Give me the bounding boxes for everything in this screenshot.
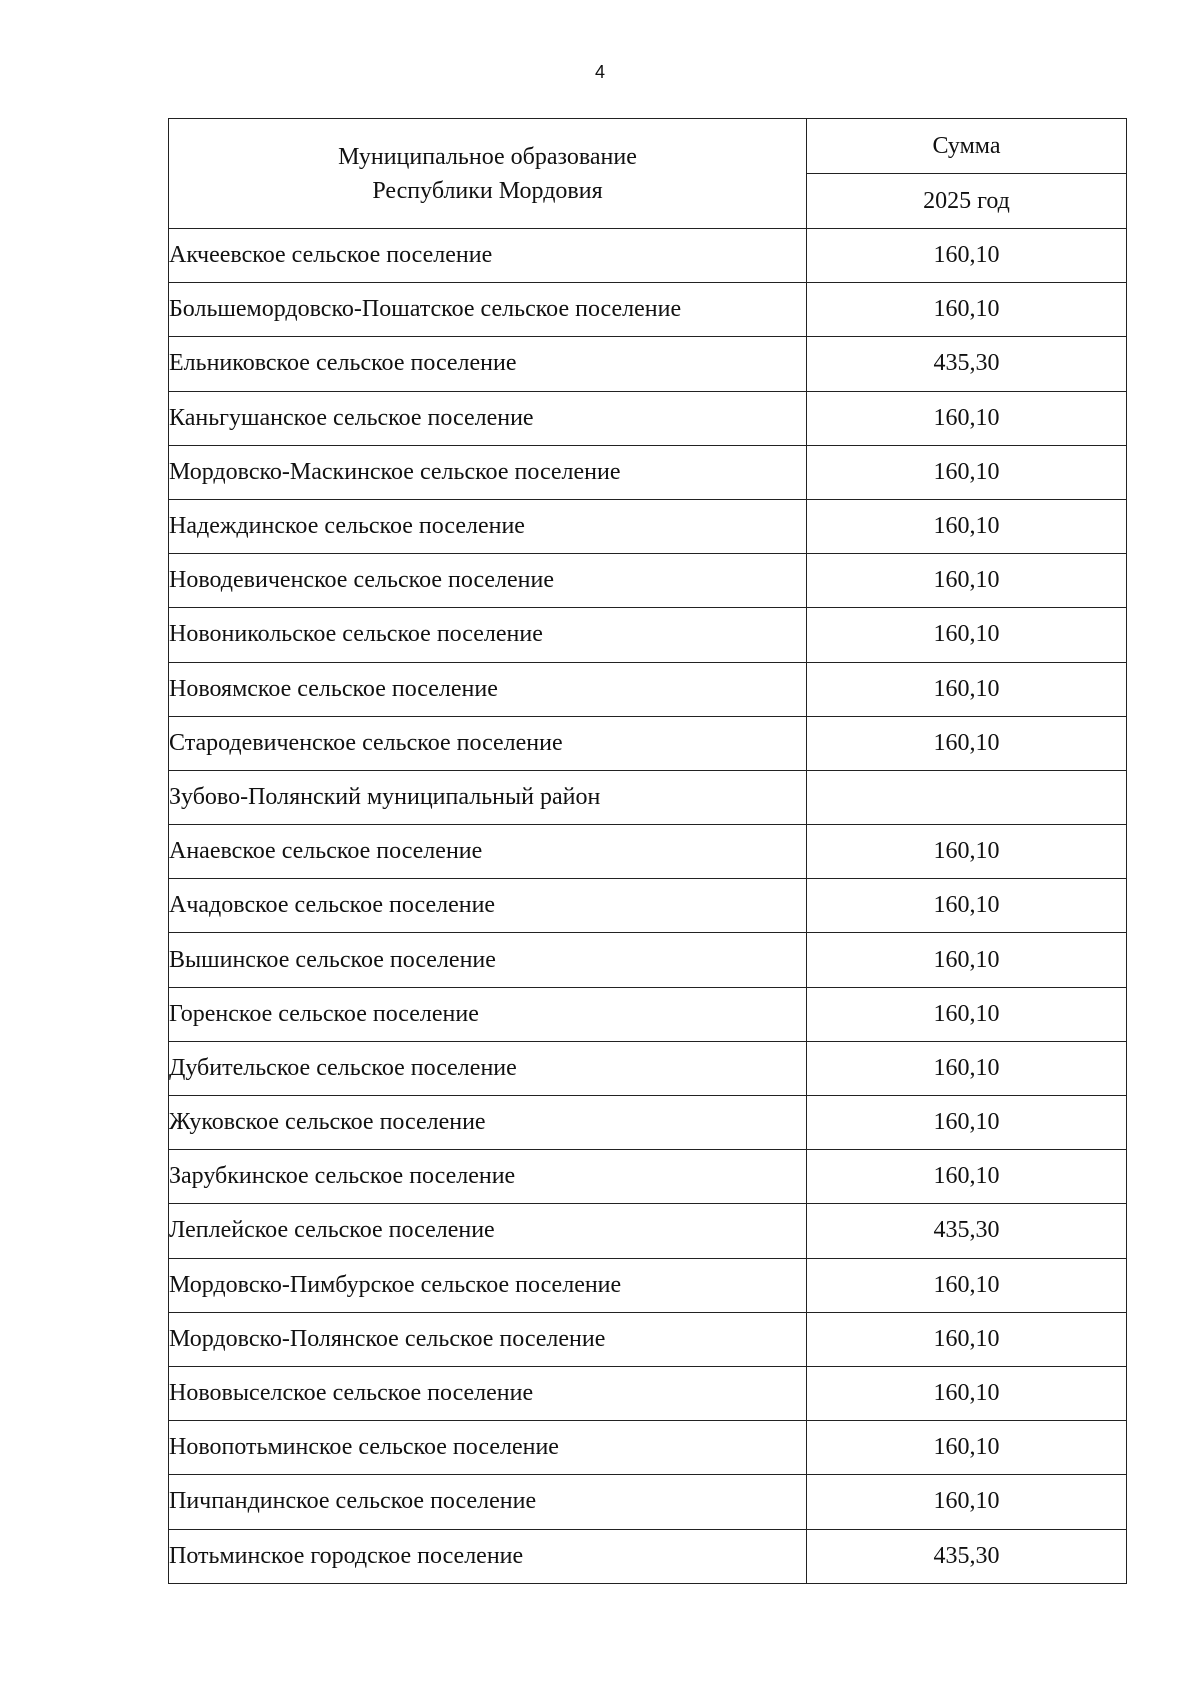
table-row	[169, 879, 1127, 933]
sum-value: 160,10	[807, 283, 1127, 337]
sum-value: 160,10	[807, 879, 1127, 933]
municipality-name: Большемордовско-Пошатское сельское поселение	[169, 283, 807, 337]
header-row	[169, 119, 1127, 174]
table-row	[169, 554, 1127, 608]
sum-value: 160,10	[807, 1150, 1127, 1204]
table-row	[169, 1041, 1127, 1095]
page-number: 4	[594, 62, 605, 82]
sum-value: 160,10	[807, 1041, 1127, 1095]
table-row	[169, 1421, 1127, 1475]
municipality-name: Новоникольское сельское поселение	[169, 608, 807, 662]
table-row	[169, 445, 1127, 499]
table-row	[169, 337, 1127, 391]
municipality-name: Каньгушанское сельское поселение	[169, 391, 807, 445]
sum-value: 160,10	[807, 608, 1127, 662]
municipality-name: Горенское сельское поселение	[169, 987, 807, 1041]
header-sum: Сумма	[807, 119, 1127, 174]
municipality-name: Акчеевское сельское поселение	[169, 229, 807, 283]
sum-value: 160,10	[807, 933, 1127, 987]
sum-value: 160,10	[807, 1366, 1127, 1420]
municipality-name: Потьминское городское поселение	[169, 1529, 807, 1583]
table-row	[169, 229, 1127, 283]
sum-value	[807, 770, 1127, 824]
table-row	[169, 1366, 1127, 1420]
municipality-name: Мордовско-Полянское сельское поселение	[169, 1312, 807, 1366]
municipality-name: Новодевиченское сельское поселение	[169, 554, 807, 608]
table-row	[169, 770, 1127, 824]
table-row	[169, 391, 1127, 445]
allocation-table	[168, 118, 1127, 1584]
table-row	[169, 1529, 1127, 1583]
sum-value: 160,10	[807, 1096, 1127, 1150]
sum-value: 160,10	[807, 1312, 1127, 1366]
table-row	[169, 987, 1127, 1041]
sum-value: 435,30	[807, 1204, 1127, 1258]
municipality-name: Новоямское сельское поселение	[169, 662, 807, 716]
municipality-name: Пичпандинское сельское поселение	[169, 1475, 807, 1529]
sum-value: 160,10	[807, 445, 1127, 499]
sum-value: 435,30	[807, 337, 1127, 391]
municipality-name: Мордовско-Маскинское сельское поселение	[169, 445, 807, 499]
header-year: 2025 год	[807, 174, 1127, 229]
table-row	[169, 283, 1127, 337]
table-row	[169, 662, 1127, 716]
table-body	[169, 119, 1127, 1584]
table-row	[169, 1312, 1127, 1366]
sum-value: 160,10	[807, 391, 1127, 445]
sum-value: 435,30	[807, 1529, 1127, 1583]
municipality-name: Мордовско-Пимбурское сельское поселение	[169, 1258, 807, 1312]
municipality-name: Жуковское сельское поселение	[169, 1096, 807, 1150]
table-row	[169, 1258, 1127, 1312]
sum-value: 160,10	[807, 716, 1127, 770]
municipality-name: Дубительское сельское поселение	[169, 1041, 807, 1095]
table-row	[169, 716, 1127, 770]
sum-value: 160,10	[807, 987, 1127, 1041]
header-municipality	[169, 119, 807, 229]
sum-value: 160,10	[807, 499, 1127, 553]
municipality-name: Зарубкинское сельское поселение	[169, 1150, 807, 1204]
table-row	[169, 933, 1127, 987]
municipality-name: Нововыселское сельское поселение	[169, 1366, 807, 1420]
municipality-name: Леплейское сельское поселение	[169, 1204, 807, 1258]
sum-value: 160,10	[807, 662, 1127, 716]
sum-value: 160,10	[807, 1475, 1127, 1529]
municipality-name: Зубово-Полянский муниципальный район	[169, 770, 807, 824]
sum-value: 160,10	[807, 825, 1127, 879]
sum-value: 160,10	[807, 554, 1127, 608]
table-row	[169, 608, 1127, 662]
header-municipality-line2: Республики Мордовия	[372, 177, 603, 204]
sum-value: 160,10	[807, 1421, 1127, 1475]
table-row	[169, 825, 1127, 879]
table-row	[169, 1096, 1127, 1150]
municipality-name: Вышинское сельское поселение	[169, 933, 807, 987]
sum-value: 160,10	[807, 229, 1127, 283]
table-row	[169, 1150, 1127, 1204]
municipality-name: Ельниковское сельское поселение	[169, 337, 807, 391]
sum-value: 160,10	[807, 1258, 1127, 1312]
table-row	[169, 1204, 1127, 1258]
table-row	[169, 499, 1127, 553]
header-municipality-line1: Муниципальное образование	[338, 143, 637, 170]
municipality-name: Анаевское сельское поселение	[169, 825, 807, 879]
municipality-name: Ачадовское сельское поселение	[169, 879, 807, 933]
municipality-name: Надеждинское сельское поселение	[169, 499, 807, 553]
municipality-name: Стародевиченское сельское поселение	[169, 716, 807, 770]
table-row	[169, 1475, 1127, 1529]
municipality-name: Новопотьминское сельское поселение	[169, 1421, 807, 1475]
